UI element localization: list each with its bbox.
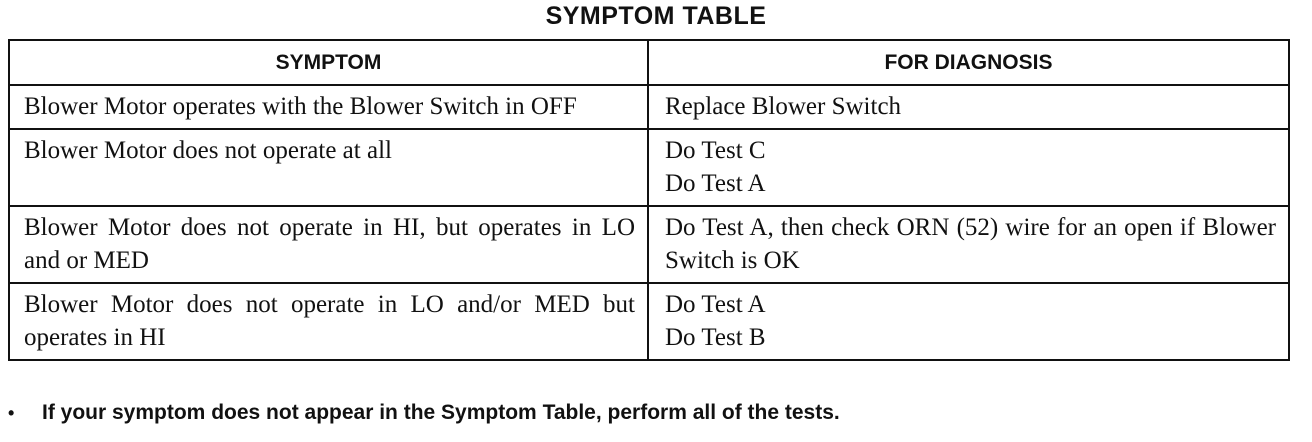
table-row: [9, 129, 1289, 206]
diagnosis-cell: [648, 283, 1289, 360]
footnote: [8, 401, 840, 425]
column-header-diagnosis: FOR DIAGNOSIS: [648, 40, 1289, 85]
table-row: [9, 283, 1289, 360]
table-row: [9, 85, 1289, 129]
bullet-icon: •: [8, 403, 15, 423]
diagnosis-cell: [648, 129, 1289, 206]
diagnosis-cell: [648, 85, 1289, 129]
diagnosis-line: Do Test A, then check ORN (52) wire for an open if Blower Switch is OK: [665, 214, 1276, 274]
symptom-cell: [9, 129, 648, 206]
diagnosis-cell: [648, 206, 1289, 283]
column-header-symptom: SYMPTOM: [9, 40, 648, 85]
symptom-cell: [9, 283, 648, 360]
symptom-text: Blower Motor operates with the Blower Switch in OFF: [24, 93, 577, 120]
footnote-text: If your symptom does not appear in the Symptom Table, perform all of the tests.: [42, 401, 840, 424]
diagnosis-line: Do Test C: [665, 137, 766, 164]
table-header-row: [9, 40, 1289, 85]
diagnosis-line: Do Test B: [665, 324, 766, 351]
diagnosis-line: Do Test A: [665, 170, 766, 197]
symptom-cell: [9, 206, 648, 283]
symptom-text: Blower Motor does not operate in HI, but operates in LO and or MED: [24, 214, 635, 274]
page-title: SYMPTOM TABLE: [545, 2, 767, 30]
symptom-text: Blower Motor does not operate at all: [24, 137, 392, 164]
table-row: [9, 206, 1289, 283]
diagnosis-line: Do Test A: [665, 291, 766, 318]
diagnosis-line: Replace Blower Switch: [665, 93, 902, 120]
symptom-text: Blower Motor does not operate in LO and/or MED but operates in HI: [24, 291, 635, 351]
symptom-cell: [9, 85, 648, 129]
symptom-table: [8, 39, 1290, 361]
